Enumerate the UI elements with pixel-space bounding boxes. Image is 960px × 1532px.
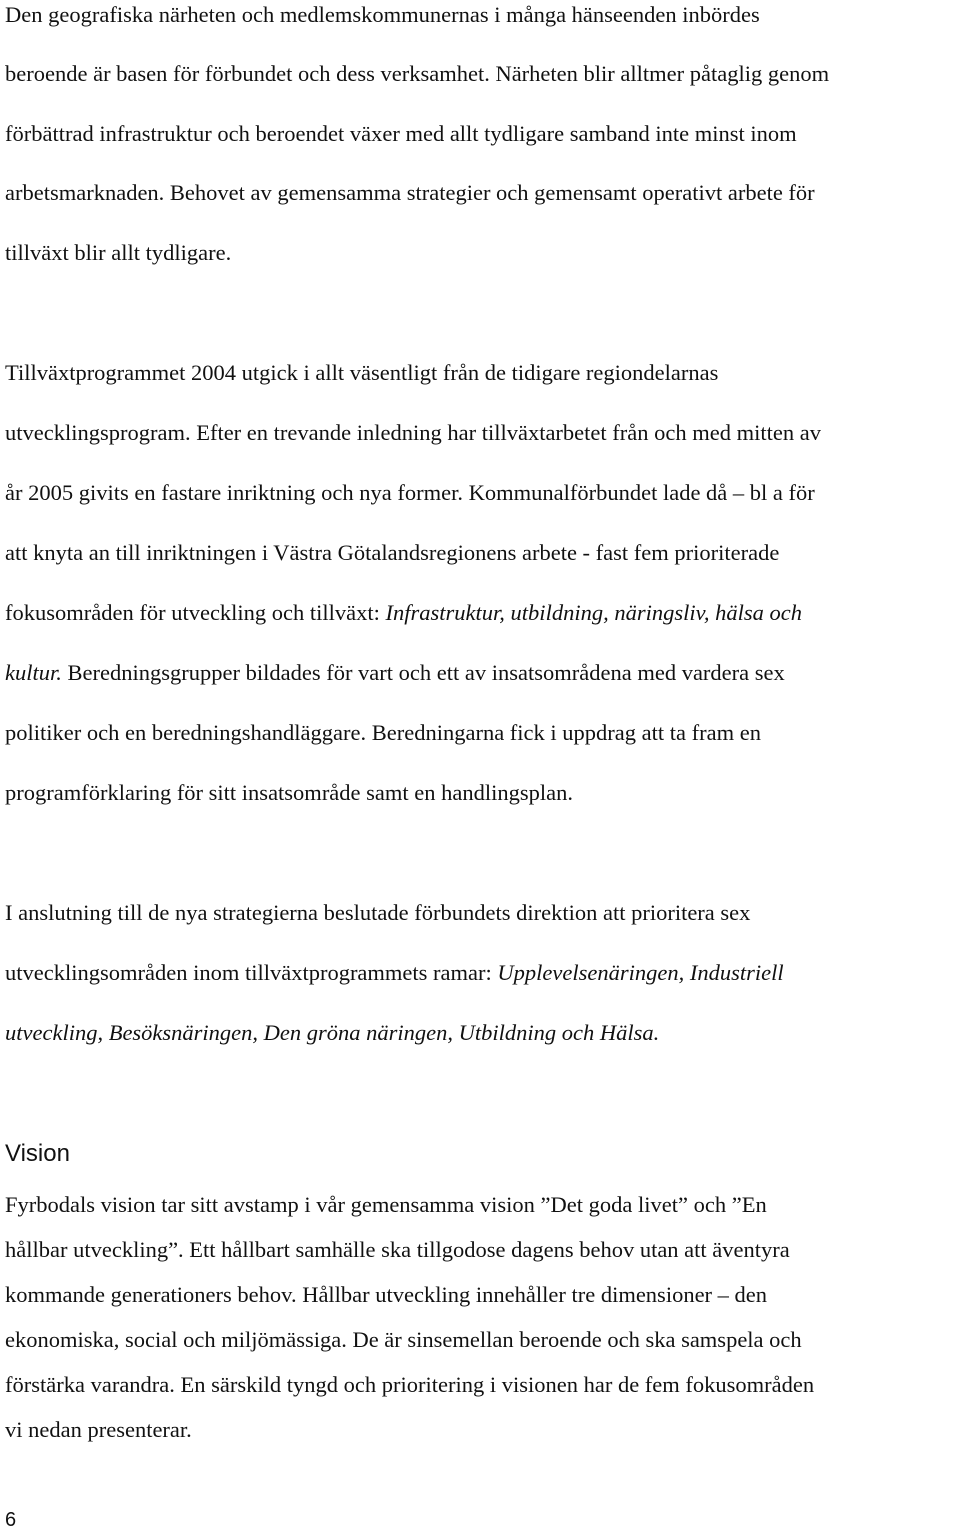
text-line: politiker och en beredningshandläggare. Beredningarna fick i uppdrag att ta fram en: [5, 720, 761, 745]
text-line: [5, 962, 784, 985]
text-span: fokusområden för utveckling och tillväxt:: [5, 600, 386, 625]
text-span: Beredningsgrupper bildades för vart och ett av insatsområdena med vardera sex: [61, 660, 785, 685]
text-line: [5, 662, 785, 685]
text-line: år 2005 givits en fastare inriktning och nya former. Kommunalförbundet lade då – bl a för: [5, 480, 815, 505]
text-line: förbättrad infrastruktur och beroendet växer med allt tydligare samband inte minst inom: [5, 121, 797, 146]
text-line: hållbar utveckling”. Ett hållbart samhälle ska tillgodose dagens behov utan att äventyra: [5, 1237, 790, 1262]
text-line: vi nedan presenterar.: [5, 1417, 192, 1442]
development-areas-italic: Upplevelsenäringen, Industriell: [497, 960, 784, 985]
development-areas-italic: utveckling, Besöksnäringen, Den gröna näringen, Utbildning och Hälsa.: [5, 1020, 660, 1045]
text-line: att knyta an till inriktningen i Västra Götalandsregionens arbete - fast fem prioriterade: [5, 540, 780, 565]
text-line: Fyrbodals vision tar sitt avstamp i vår gemensamma vision ”Det goda livet” och ”En: [5, 1192, 767, 1217]
text-line: beroende är basen för förbundet och dess verksamhet. Närheten blir alltmer påtaglig genom: [5, 61, 830, 86]
focus-areas-italic: Infrastruktur, utbildning, näringsliv, hälsa och: [385, 600, 803, 625]
text-line: [5, 1022, 659, 1045]
text-line: [5, 602, 802, 625]
text-line: programförklaring för sitt insatsområde samt en handlingsplan.: [5, 780, 573, 805]
section-heading: Vision: [5, 1140, 70, 1167]
text-line: I anslutning till de nya strategierna beslutade förbundets direktion att prioritera sex: [5, 900, 751, 925]
text-line: kommande generationers behov. Hållbar utveckling innehåller tre dimensioner – den: [5, 1282, 768, 1307]
text-line: Den geografiska närheten och medlemskommunernas i många hänseenden inbördes: [5, 2, 760, 27]
focus-areas-italic: kultur.: [5, 660, 62, 685]
text-line: Tillväxtprogrammet 2004 utgick i allt väsentligt från de tidigare regiondelarnas: [5, 360, 719, 385]
text-line: ekonomiska, social och miljömässiga. De är sinsemellan beroende och ska samspela och: [5, 1327, 802, 1352]
text-span: utvecklingsområden inom tillväxtprogrammets ramar:: [5, 960, 498, 985]
text-line: förstärka varandra. En särskild tyngd och prioritering i visionen har de fem fokusområden: [5, 1372, 815, 1397]
text-line: arbetsmarknaden. Behovet av gemensamma strategier och gemensamt operativt arbete för: [5, 180, 815, 205]
page-number: 6: [5, 1509, 17, 1531]
text-line: utvecklingsprogram. Efter en trevande inledning har tillväxtarbetet från och med mitten av: [5, 420, 821, 445]
text-line: tillväxt blir allt tydligare.: [5, 240, 232, 265]
